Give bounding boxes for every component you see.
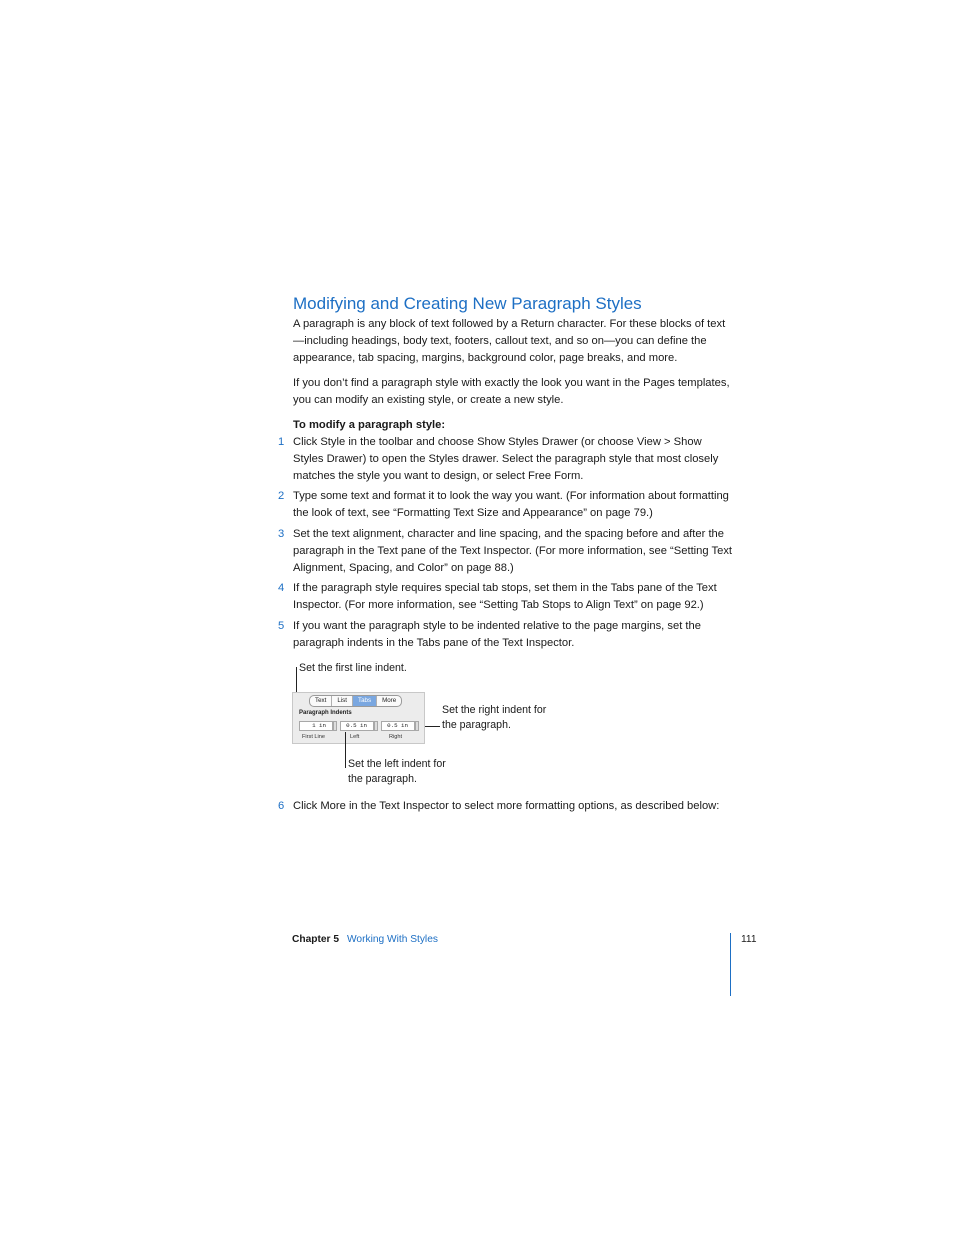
paragraph-indents-label: Paragraph Indents xyxy=(299,710,352,716)
step-number: 6 xyxy=(278,800,285,812)
step-text: Type some text and format it to look the way you want. (For information about formatting the look of text, see “Formatting Text Size and Appearance” on page 79.) xyxy=(293,490,729,519)
step-number: 2 xyxy=(278,490,285,502)
callout-right-line-2: the paragraph. xyxy=(442,719,511,731)
footer-chapter: Chapter 5 xyxy=(292,934,339,945)
step-number: 3 xyxy=(278,528,285,540)
step-number: 4 xyxy=(278,582,285,594)
step-text: Click More in the Text Inspector to select more formatting options, as described below: xyxy=(293,800,720,812)
callout-right-indent xyxy=(442,703,546,733)
right-stepper[interactable] xyxy=(415,721,419,731)
footer-divider xyxy=(730,933,731,996)
callout-line-right xyxy=(425,726,440,727)
footer-chapter-title: Working With Styles xyxy=(347,934,438,945)
first-line-label: First Line xyxy=(302,734,326,740)
first-line-stepper[interactable] xyxy=(333,721,337,731)
left-indent-field[interactable]: 0.5 in xyxy=(340,721,374,731)
page-number: 111 xyxy=(741,934,757,945)
inspector-tab-bar xyxy=(309,695,402,707)
step-text: Set the text alignment, character and line spacing, and the spacing before and after the paragraph in the Text pane of the Text Inspector. (For more information, see “Setting Text Alignment, Spacing, and Color” on page 88.) xyxy=(293,528,733,574)
callout-first-line: Set the first line indent. xyxy=(299,662,407,674)
task-heading: To modify a paragraph style: xyxy=(293,419,446,431)
right-indent-field[interactable]: 0.5 in xyxy=(381,721,415,731)
step-number: 1 xyxy=(278,436,285,448)
left-label: Left xyxy=(350,734,360,740)
right-label: Right xyxy=(389,734,403,740)
tab-more[interactable]: More xyxy=(382,697,397,704)
step-text: If the paragraph style requires special tab stops, set them in the Tabs pane of the Text Inspector. (For more information, see “Setting Tab Stops to Align Text” on page 92.) xyxy=(293,582,717,611)
step-text: If you want the paragraph style to be indented relative to the page margins, set the paragraph indents in the Tabs pane of the Text Inspector. xyxy=(293,620,701,649)
section-heading: Modifying and Creating New Paragraph Styles xyxy=(293,294,642,313)
callout-left-indent xyxy=(348,757,446,787)
callout-left-line-2: the paragraph. xyxy=(348,773,417,785)
callout-right-line-1: Set the right indent for xyxy=(442,704,547,716)
callout-left-line-1: Set the left indent for xyxy=(348,758,446,770)
step-number: 5 xyxy=(278,620,285,632)
tab-text[interactable]: Text xyxy=(310,696,332,706)
tab-list[interactable]: List xyxy=(332,696,353,706)
step-text: Click Style in the toolbar and choose Show Styles Drawer (or choose View > Show Styles Drawer) to open the Styles drawer. Select the paragraph style that most closely matches the style you want to design, or select Free Form. xyxy=(293,436,719,482)
callout-line-left xyxy=(345,732,346,768)
first-line-indent-field[interactable]: 1 in xyxy=(299,721,333,731)
tab-tabs[interactable]: Tabs xyxy=(353,696,377,706)
left-stepper[interactable] xyxy=(374,721,378,731)
intro-paragraph-1: A paragraph is any block of text followed by a Return character. For these blocks of text—including headings, body text, footers, callout text, and so on—you can define the appearance, tab spacing, margins, background color, page breaks, and more. xyxy=(293,318,726,364)
intro-paragraph-2: If you don’t find a paragraph style with exactly the look you want in the Pages templates, you can modify an existing style, or create a new style. xyxy=(293,377,730,406)
text-inspector-tabs-pane xyxy=(292,692,425,744)
